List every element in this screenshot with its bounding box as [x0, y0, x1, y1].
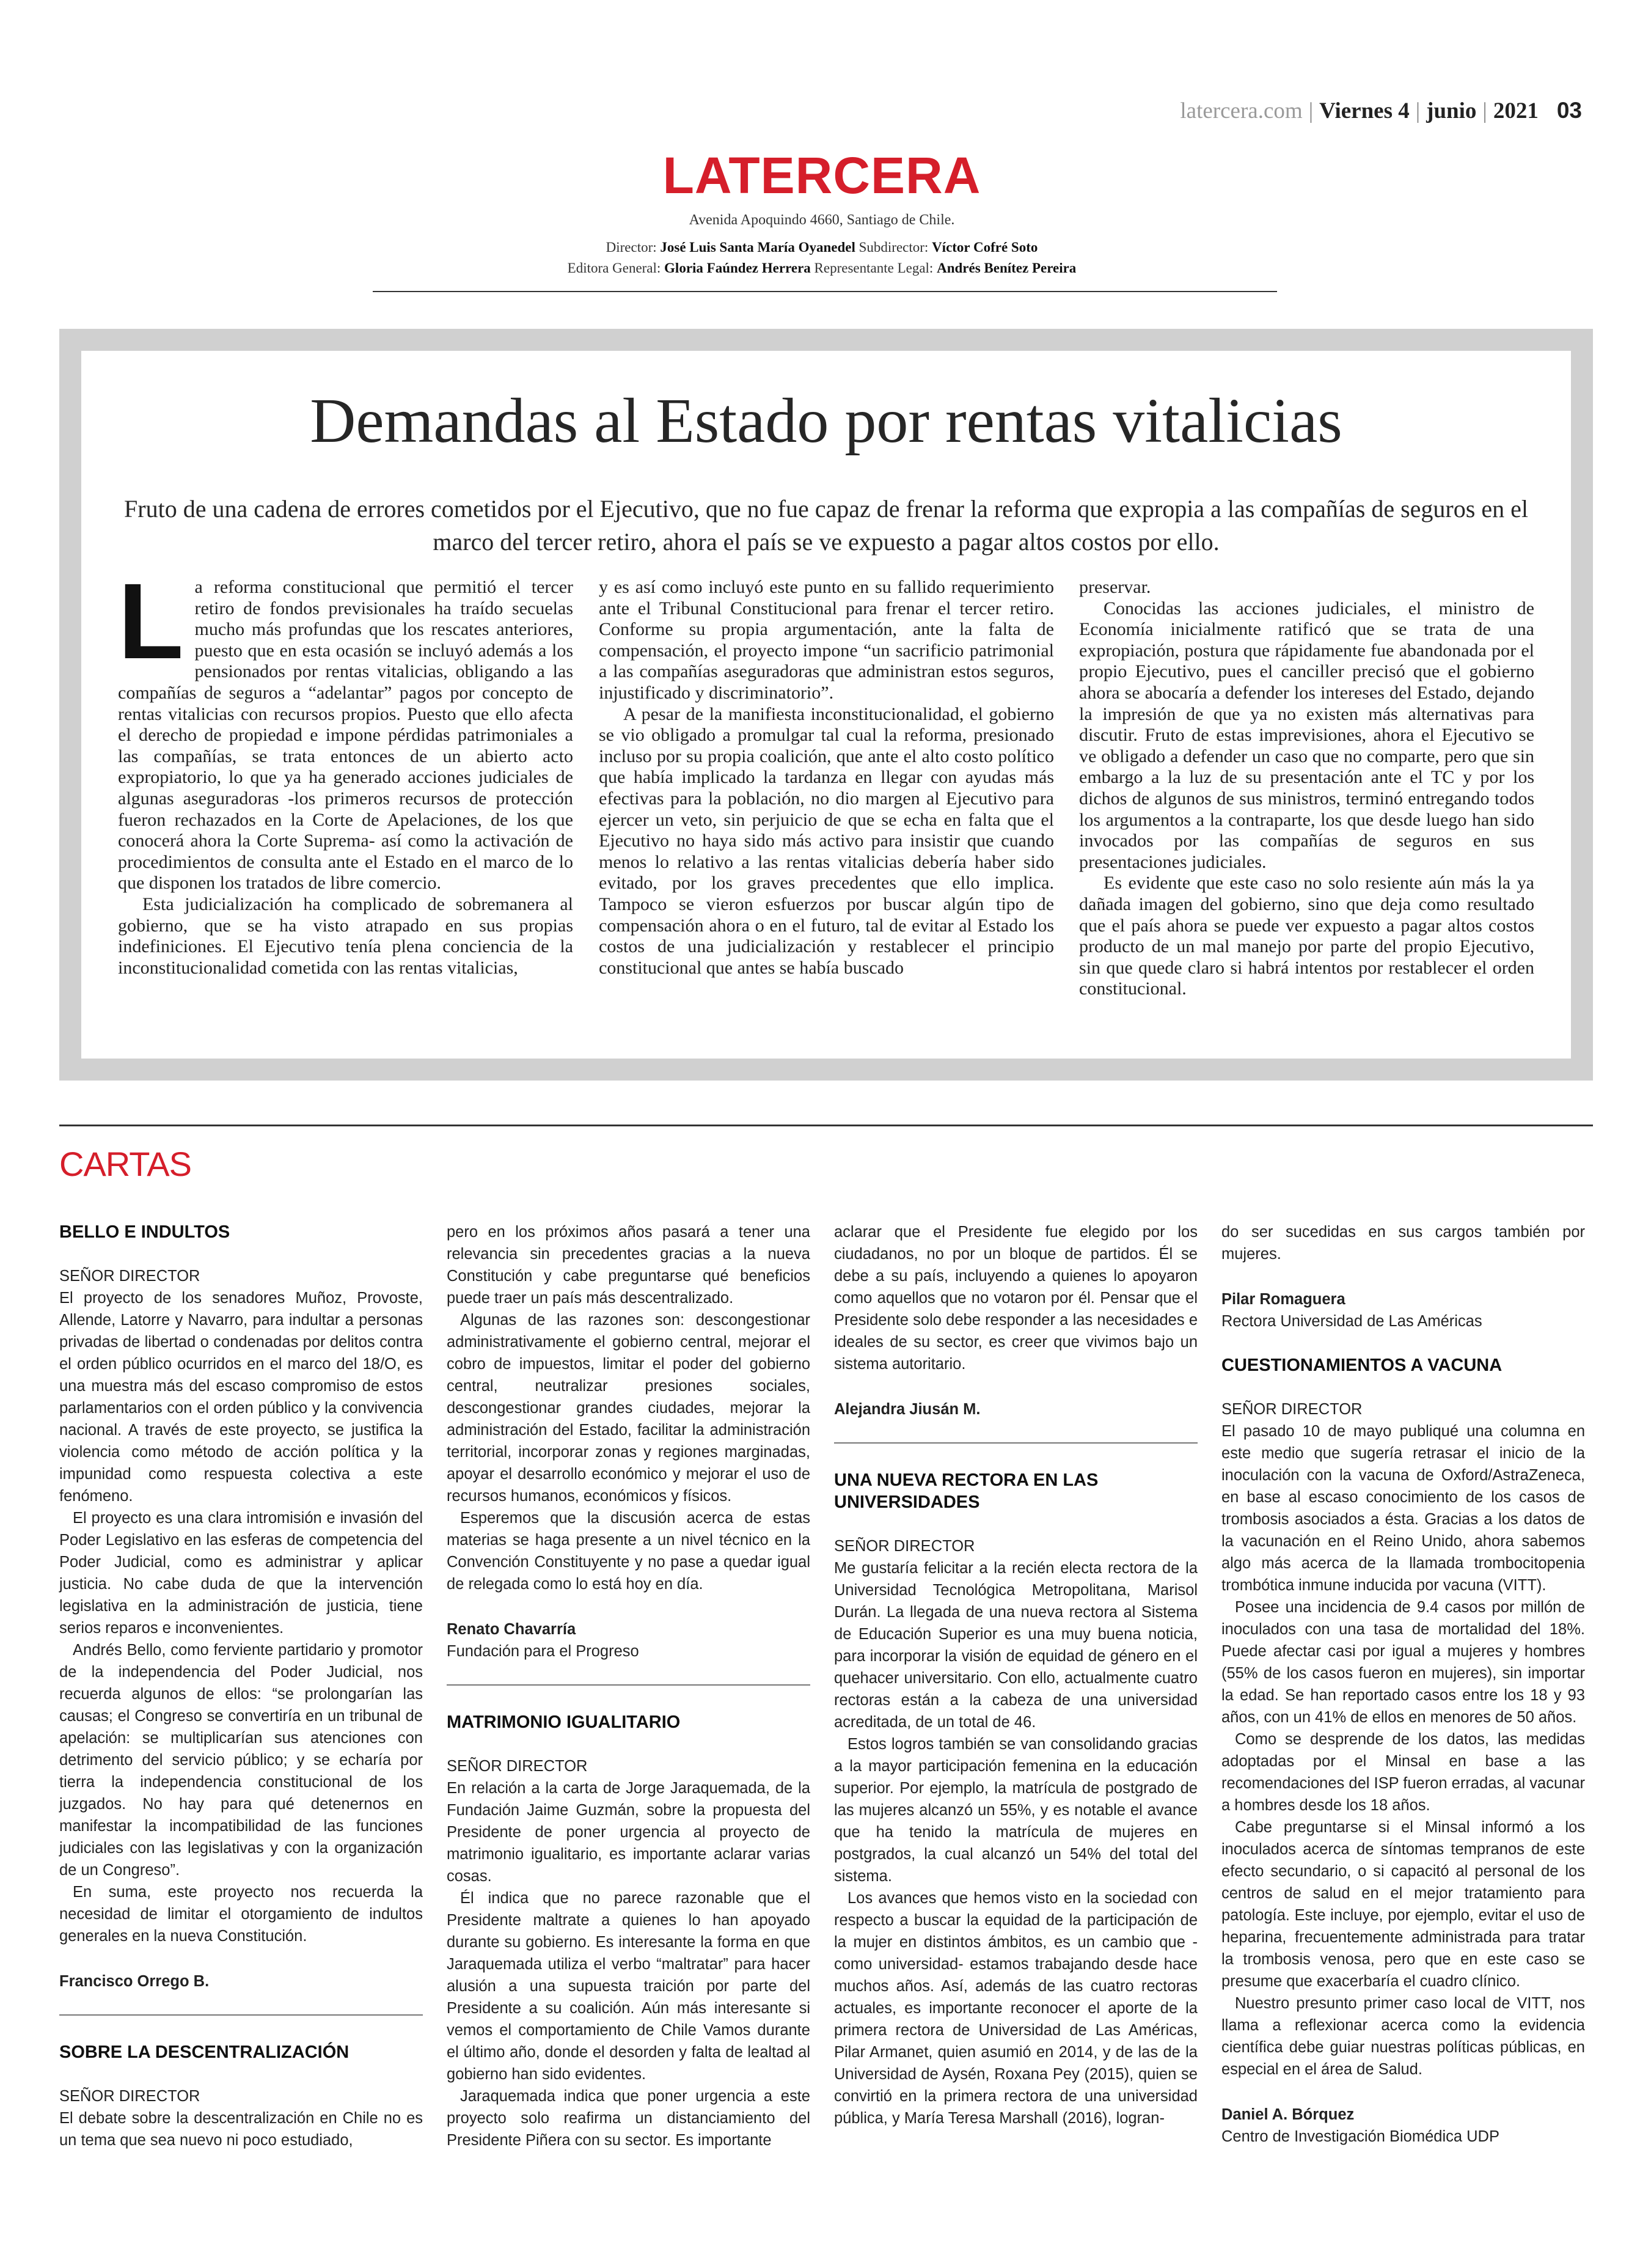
- staff-label: Editora General:: [567, 260, 665, 276]
- letter-paragraph: Como se desprende de los datos, las medidas adoptadas por el Minsal en base a las recomendaciones del ISP fueron erradas, al vacunar a hombres desde los 18 años.: [1221, 1731, 1585, 1814]
- letter-affiliation: Rectora Universidad de Las Américas: [1221, 1313, 1482, 1330]
- editorial-box: [59, 329, 1593, 1081]
- letter-paragraph: En relación a la carta de Jorge Jaraquemada, de la Fundación Jaime Guzmán, sobre la propuesta del Presidente de poner urgencia al proyecto de matrimonio igualitario, es importante aclarar varias cosas.: [447, 1780, 810, 1885]
- editorial-column-3: [1079, 577, 1534, 1000]
- separator: |: [1482, 98, 1487, 123]
- editorial-paragraph: Conocidas las acciones judiciales, el ministro de Economía inicialmente ratificó que se trata de una expropiación, postura que rápidamente fue abandonada por el propio Ejecutivo, pues el canciller precisó que el gobierno ahora se abocaría a defender los intereses del Estado, dejando la impresión de que ya no existen más alternativas para discutir. Fruto de estas imprevisiones, ahora el Ejecutivo se ve obligado a defender un caso que no comparte, pero que sin embargo a la luz de su presentación ante el TC y por los dichos de algunos de sus ministros, terminó entregando todos los argumentos a la contraparte, los que desde luego han sido invocados por las compañías de seguros en sus presentaciones judiciales.: [1079, 598, 1534, 872]
- letter-salutation: SEÑOR DIRECTOR: [59, 1268, 200, 1285]
- editorial-paragraph: y es así como incluyó este punto en su fallido requerimiento ante el Tribunal Constitucional para frenar el tercer retiro. Conforme su propia argumentación, ante la falta de compensación, el proyecto impone “un sacrificio patrimonial a las compañías aseguradoras que administran estos seguros, injustificado y discriminatorio”.: [599, 577, 1054, 703]
- paragraph-text: a reforma constitucional que permitió el tercer retiro de fondos previsionales ha traído secuelas mucho más profundas que los rescates anteriores, puesto que en esta ocasión se incluyó además a los pensionados por rentas vitalicias, obligando a las compañías de seguros a “adelantar” pagos por concepto de rentas vitalicias con recursos propios. Puesto que ello afecta el derecho de propiedad e impone pérdidas patrimoniales a las compañías, se trata entonces de un abierto acto expropiatorio, lo que ya ha generado acciones judiciales de algunas aseguradoras -los primeros recursos de protección fueron rechazados en la Corte de Apelaciones, de los que conocerá ahora la Corte Suprema- así como la activación de procedimientos de consulta ante el Estado en el marco de lo que disponen los tratados de libre comercio.: [118, 577, 573, 894]
- letter-paragraph: pero en los próximos años pasará a tener una relevancia sin precedentes gracias a la nueva Constitución y cabe preguntarse qué beneficios puede traer un país más descentralizado.: [447, 1224, 810, 1307]
- letter-affiliation: Fundación para el Progreso: [447, 1643, 639, 1660]
- letter-title: MATRIMONIO IGUALITARIO: [447, 1712, 681, 1732]
- staff-label: Director:: [606, 240, 661, 255]
- letter-paragraph: El pasado 10 de mayo publiqué una columna en este medio que sugería retrasar el inicio de la inoculación con la vacuna de Oxford/AstraZeneca, en base al escaso conocimiento de los casos de trombosis asociados a ésta. Gracias a los datos de la vacunación en el Reino Unido, ahora sabemos algo más acerca de la llamada trombocitopenia trombótica inmune inducida por vacuna (VITT).: [1221, 1423, 1585, 1594]
- letter-divider: [447, 1684, 810, 1686]
- letter-signature: Alejandra Jiusán M.: [834, 1401, 981, 1418]
- letter-paragraph: do ser sucedidas en sus cargos también por mujeres.: [1221, 1224, 1585, 1263]
- letters-column-2: [447, 1221, 810, 2151]
- editorial-paragraph: A pesar de la manifiesta inconstitucionalidad, el gobierno se vio obligado a promulgar tal cual la reforma, presionado incluso por su propia coalición, que ante el alto costo político que había implicado la tardanza en llegar con ayudas más efectivas para la población, no dio margen al Ejecutivo para ejercer un veto, sin perjuicio de que se echa en falta que el Ejecutivo no haya sido más activo para insistir que cuando menos lo relativo a las rentas vitalicias debería haber sido evitado, por los graves precedentes que ello implica. Tampoco se vieron esfuerzos por buscar algún tipo de compensación ahora o en el futuro, tal de evitar al Estado los costos de una judicialización y restablecer el principio constitucional que antes se había buscado: [599, 703, 1054, 978]
- masthead-staff: [367, 237, 1277, 279]
- letter-title: UNA NUEVA RECTORA EN LAS UNIVERSIDADES: [834, 1470, 1099, 1512]
- letter-signature: Pilar Romaguera: [1221, 1291, 1345, 1308]
- masthead-address: Avenida Apoquindo 4660, Santiago de Chile.: [689, 212, 955, 228]
- folio-month: junio: [1426, 98, 1477, 123]
- letter-signature: Francisco Orrego B.: [59, 1973, 210, 1990]
- letter-salutation: SEÑOR DIRECTOR: [447, 1758, 588, 1775]
- letters-column-1: [59, 1221, 423, 2151]
- letter-salutation: SEÑOR DIRECTOR: [59, 2088, 200, 2105]
- masthead-divider: [373, 291, 1277, 292]
- staff-label: Subdirector:: [855, 240, 932, 255]
- spacer: [1221, 1332, 1585, 1354]
- separator: |: [1415, 98, 1421, 123]
- drop-cap: L: [118, 562, 184, 681]
- editorial-lead: Fruto de una cadena de errores cometidos por el Ejecutivo, que no fue capaz de frenar la reforma que expropia a las compañías de seguros en el marco del tercer retiro, ahora el país se ve expuesto a pagar altos costos por ello.: [124, 495, 1528, 556]
- letter-title: CUESTIONAMIENTOS A VACUNA: [1221, 1356, 1503, 1375]
- letter-paragraph: Estos logros también se van consolidando gracias a la mayor participación femenina en la educación superior. Por ejemplo, la matrícula de postgrado de las mujeres alcanzó un 55%, y es notable el avance que ha tenido la matrícula de mujeres en postgrados, la cual alcanzó un 54% del total del sistema.: [834, 1736, 1198, 1885]
- letter-signature: Renato Chavarría: [447, 1621, 576, 1638]
- letter-paragraph: El proyecto de los senadores Muñoz, Provoste, Allende, Latorre y Navarro, para indultar a personas privadas de libertad o condenadas por delitos contra el orden público ocurridos en el marco del 18/O, es una muestra más del escaso compromiso de estos parlamentarios con el orden público y la convivencia nacional. A través de este proyecto, se justifica la violencia como método de acción política y la impunidad como respuesta colectiva a este fenómeno.: [59, 1290, 423, 1505]
- editorial-column-2: [599, 577, 1054, 978]
- staff-name: José Luis Santa María Oyanedel: [660, 240, 855, 255]
- letter-title: BELLO E INDULTOS: [59, 1222, 230, 1242]
- letter-paragraph: Jaraquemada indica que poner urgencia a este proyecto solo reafirma un distanciamiento del Presidente Piñera con su sector. Es importante: [447, 2088, 810, 2149]
- letter-divider: [834, 1442, 1198, 1444]
- editorial-paragraph: Es evidente que este caso no solo resiente aún más la ya dañada imagen del gobierno, sino que deja como resultado que el país ahora se puede ver expuesto a pagar altos costos producto de un mal manejo por parte del propio Ejecutivo, sin que quede claro si habrá intentos por restablecer el orden constitucional.: [1079, 873, 1534, 999]
- folio: [1180, 98, 1582, 124]
- staff-line-2: [367, 258, 1277, 279]
- letter-salutation: SEÑOR DIRECTOR: [834, 1538, 975, 1555]
- site-url[interactable]: latercera.com: [1180, 98, 1303, 123]
- letter-paragraph: Cabe preguntarse si el Minsal informó a los inoculados acerca de síntomas tempranos de este efecto secundario, o si capacitó al personal de los centros de salud en el mejor tratamiento para patología. Este incluye, por ejemplo, evitar el uso de heparina, frecuentemente administrada para tratar la trombosis venosa, pero que en este caso se presume que exacerbaría el cuadro clínico.: [1221, 1819, 1585, 1990]
- letter-affiliation: Centro de Investigación Biomédica UDP: [1221, 2128, 1499, 2145]
- editorial-body: [81, 351, 1571, 1059]
- letter-paragraph: El proyecto es una clara intromisión e invasión del Poder Legislativo en las esferas de competencia del Poder Judicial, como es administrar y aplicar justicia. No cabe duda de que la intervención legislativa en la administración de justicia, tiene serios reparos e inconvenientes.: [59, 1510, 423, 1637]
- letter-paragraph: Esperemos que la discusión acerca de estas materias se haga presente a un nivel técnico en la Convención Constituyente y no pase a quedar igual de relegada como lo está hoy en día.: [447, 1510, 810, 1593]
- letter-divider: [59, 2014, 423, 2016]
- letter-paragraph: Él indica que no parece razonable que el Presidente maltrate a quienes lo han apoyado durante su gobierno. Es interesante la forma en que Jaraquemada utiliza el verbo “maltratar” para hacer alusión a una supuesta traición por parte del Presidente a su coalición. Aún más interesante si vemos el comportamiento de Chile Vamos durante el último año, donde el desorden y falta de lealtad al gobierno han sido evidentes.: [447, 1890, 810, 2083]
- letter-paragraph: Me gustaría felicitar a la recién electa rectora de la Universidad Tecnológica Metropolitana, Marisol Durán. La llegada de una nueva rectora al Sistema de Educación Superior es una muy buena noticia, para incorporar la visión de equidad de género en el quehacer universitario. Con ello, actualmente cuatro rectoras están a la cabeza de una universidad acreditada, de un total de 46.: [834, 1560, 1198, 1731]
- letter-paragraph: Posee una incidencia de 9.4 casos por millón de inoculados con una tasa de mortalidad del 18%. Puede afectar casi por igual a mujeres y hombres (55% de los casos fueron en mujeres), sin importar la edad. Se han reportado casos entre los 18 y 93 años, con un 41% de ellos en menores de 50 años.: [1221, 1599, 1585, 1726]
- letters-column-4: [1221, 1221, 1585, 2148]
- staff-label: Representante Legal:: [810, 260, 937, 276]
- page-number: 03: [1556, 98, 1582, 123]
- letter-title: SOBRE LA DESCENTRALIZACIÓN: [59, 2042, 350, 2062]
- section-title: CARTAS: [59, 1145, 191, 1183]
- letter-signature: Daniel A. Bórquez: [1221, 2106, 1355, 2123]
- letter-paragraph: Nuestro presunto primer caso local de VITT, nos llama a reflexionar acerca como la evidencia científica debe guiar nuestras políticas públicas, en especial en el área de Salud.: [1221, 1995, 1585, 2078]
- separator: |: [1308, 98, 1314, 123]
- newspaper-logo: LATERCERA: [662, 147, 981, 204]
- staff-line-1: [367, 237, 1277, 258]
- letters-column-3: [834, 1221, 1198, 2129]
- staff-name: Andrés Benítez Pereira: [937, 260, 1077, 276]
- editorial-paragraph: preservar.: [1079, 577, 1151, 597]
- letter-paragraph: aclarar que el Presidente fue elegido por los ciudadanos, no por un bloque de partidos. Él se debe a su país, incluyendo a quienes lo apoyaron como aquellos que no votaron por él. Pensar que el Presidente solo debe responder a las necesidades e ideales de su sector, es creer que vivimos bajo un sistema autoritario.: [834, 1224, 1198, 1373]
- letter-paragraph: Algunas de las razones son: descongestionar administrativamente el gobierno central, mejorar el cobro de impuestos, limitar el poder del gobierno central, neutralizar presiones sociales, descongestionar grandes ciudades, mejorar la administración del Estado, facilitar la administración territorial, incorporar zonas y regiones marginadas, apoyar el desarrollo económico y mejorar el uso de recursos humanos, económicos y físicos.: [447, 1312, 810, 1505]
- editorial-paragraph: Esta judicialización ha complicado de sobremanera al gobierno, que se ha visto atrapado en sus propias indefiniciones. El Ejecutivo tenía plena conciencia de la inconstitucionalidad cometida con las rentas vitalicias,: [118, 894, 573, 978]
- masthead: [367, 147, 1277, 279]
- editorial-column-1: [118, 562, 573, 978]
- editorial-title: Demandas al Estado por rentas vitalicias: [310, 386, 1342, 456]
- editorial-paragraph: [118, 562, 573, 894]
- letter-paragraph: El debate sobre la descentralización en Chile no es un tema que sea nuevo ni poco estudiado,: [59, 2110, 423, 2149]
- letter-paragraph: En suma, este proyecto nos recuerda la necesidad de limitar el otorgamiento de indultos generales en la nueva Constitución.: [59, 1884, 423, 1945]
- letter-salutation: SEÑOR DIRECTOR: [1221, 1401, 1363, 1418]
- folio-day: Viernes 4: [1319, 98, 1410, 123]
- letter-paragraph: Andrés Bello, como ferviente partidario y promotor de la independencia del Poder Judicial, nos recuerda algunos de ellos: “se prolongarían las causas; el Congreso se convertiría en un tribunal de apelación: se multiplicarían sus atenciones con detrimento del servicio público; y se echaría por tierra la independencia constitucional de los juzgados. No hay para qué detenernos en manifestar la incompatibilidad de las funciones judiciales con las legislativas y con la organización de un Congreso”.: [59, 1642, 423, 1879]
- staff-name: Víctor Cofré Soto: [932, 240, 1038, 255]
- folio-year: 2021: [1493, 98, 1539, 123]
- section-divider: [59, 1125, 1593, 1126]
- staff-name: Gloria Faúndez Herrera: [664, 260, 811, 276]
- letter-paragraph: Los avances que hemos visto en la sociedad con respecto a buscar la equidad de la participación de la mujer en distintos ámbitos, es un cambio que -como universidad- estamos trabajando desde hace muchos años. Así, además de las cuatro rectoras actuales, es importante reconocer el aporte de la primera rectora de Universidad de Las Américas, Pilar Armanet, quien asumió en 2014, y de las de la Universidad de Aysén, Roxana Pey (2015), quien se convirtió en la primera rectora de una universidad pública, y María Teresa Marshall (2016), logran-: [834, 1890, 1198, 2127]
